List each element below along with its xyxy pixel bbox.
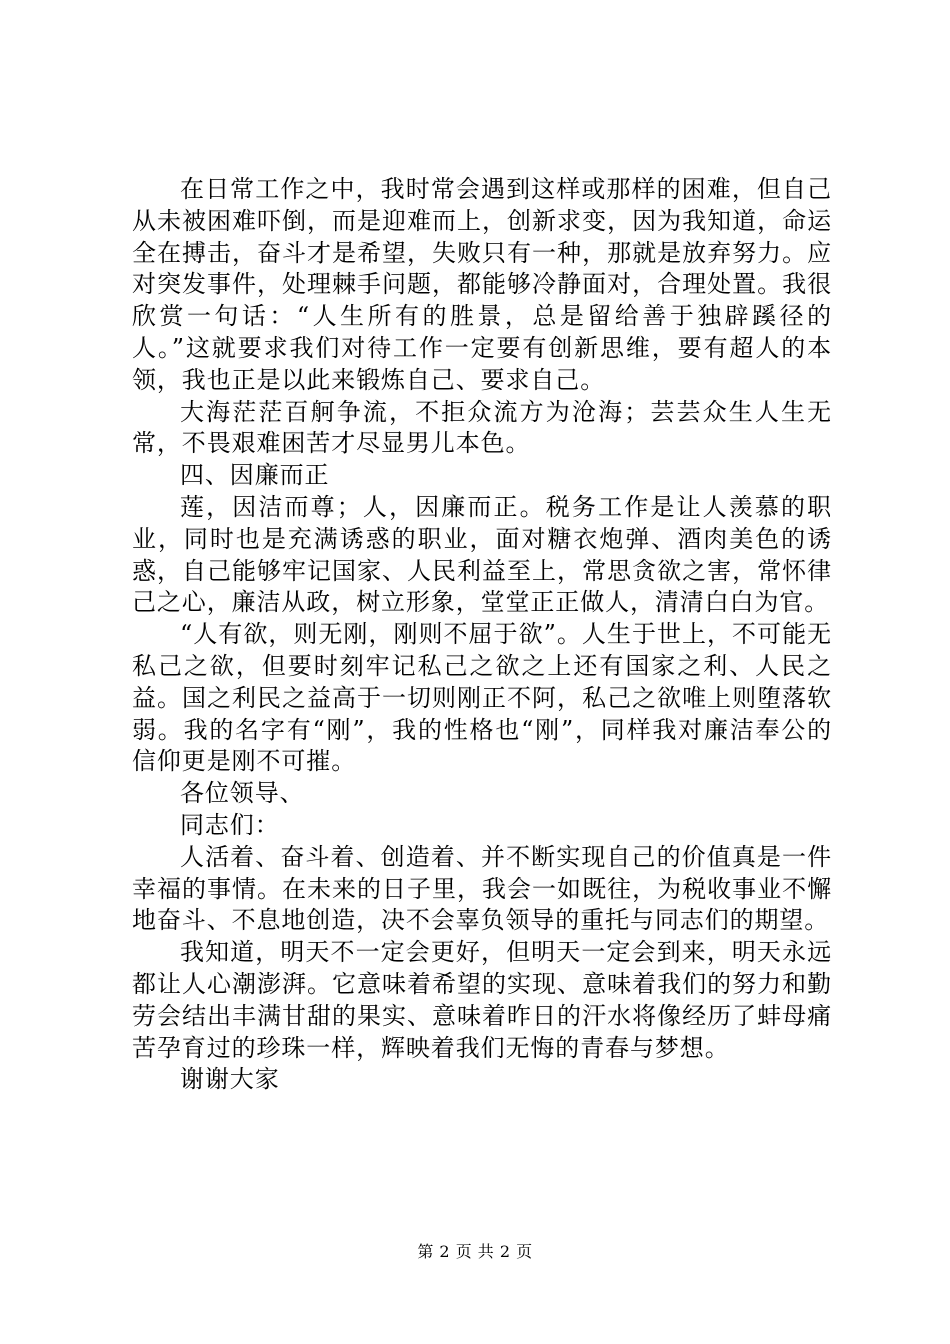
paragraph-lotus: 莲，因洁而尊；人，因廉而正。税务工作是让人羡慕的职业，同时也是充满诱惑的职业，面对糖衣炮弹、酒肉美色的诱惑，自己能够牢记国家、人民利益至上，常思贪欲之害，常怀律己之心，廉洁从政，树立形象，堂堂正正做人，清清白白为官。	[132, 492, 832, 617]
section-heading-integrity: 四、因廉而正	[180, 461, 330, 490]
paragraph-innovation: 在日常工作之中，我时常会遇到这样或那样的困难，但自己从未被困难吓倒，而是迎难而上，创新求变，因为我知道，命运全在搏击，奋斗才是希望，失败只有一种，那就是放弃努力。应对突发事件，处理棘手问题，都能够冷静面对，合理处置。我很欣赏一句话：“人生所有的胜景，总是留给善于独辟蹊径的人。”这就要求我们对待工作一定要有创新思维，要有超人的本领，我也正是以此来锻炼自己、要求自己。	[132, 175, 832, 394]
paragraph-tomorrow: 我知道，明天不一定会更好，但明天一定会到来，明天永远都让人心潮澎湃。它意味着希望的实现、意味着我们的努力和勤劳会结出丰满甘甜的果实、意味着昨日的汗水将像经历了蚌母痛苦孕育过的珍珠一样，辉映着我们无悔的青春与梦想。	[132, 938, 832, 1062]
paragraph-desire: “人有欲，则无刚，刚则不屈于欲”。人生于世上，不可能无私己之欲，但要时刻牢记私己之欲之上还有国家之利、人民之益。国之利民之益高于一切则刚正不阿，私己之欲唯上则堕落软弱。我的名字有“刚”，我的性格也“刚”，同样我对廉洁奉公的信仰更是刚不可摧。	[132, 620, 832, 776]
paragraph-sea: 大海茫茫百舸争流，不拒众流方为沧海；芸芸众生人生无常，不畏艰难困苦才尽显男儿本色。	[132, 397, 832, 458]
salutation-comrades: 同志们：	[180, 810, 280, 839]
page-number-footer: 第 2 页 共 2 页	[417, 1242, 533, 1261]
document-body	[132, 174, 832, 1096]
salutation-leaders: 各位领导、	[180, 779, 305, 808]
paragraph-happiness: 人活着、奋斗着、创造着、并不断实现自己的价值真是一件幸福的事情。在未来的日子里，我会一如既往，为税收事业不懈地奋斗、不息地创造，决不会辜负领导的重托与同志们的期望。	[132, 842, 832, 935]
closing-thanks: 谢谢大家	[180, 1065, 280, 1094]
